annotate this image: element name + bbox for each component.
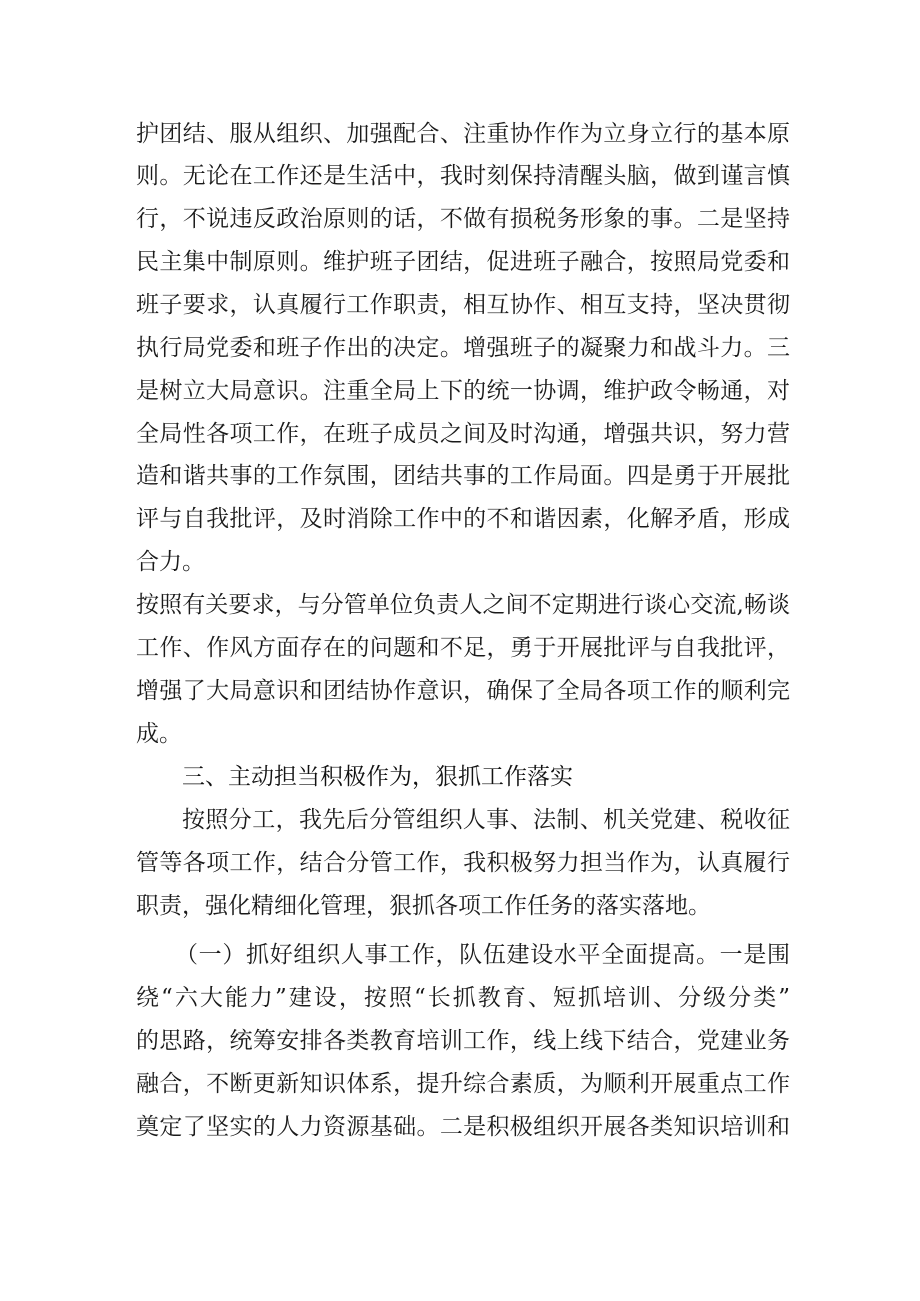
text-line: 班子要求，认真履行工作职责，相互协作、相互支持，坚决贯彻: [136, 292, 790, 318]
text-line: 绕“六大能力”建设，按照“长抓教育、短抓培训、分级分类”: [136, 985, 790, 1011]
text-line: 全局性各项工作，在班子成员之间及时沟通，增强共识，努力营: [136, 421, 790, 447]
text-line: 增强了大局意识和团结协作意识，确保了全局各项工作的顺利完: [136, 678, 790, 704]
text-line: 职责，强化精细化管理，狠抓各项工作任务的落实落地。: [136, 893, 711, 919]
text-line: 按照有关要求，与分管单位负责人之间不定期进行谈心交流,畅谈: [136, 592, 790, 618]
text-line: 的思路，统筹安排各类教育培训工作，线上线下结合，党建业务: [136, 1028, 790, 1054]
text-line: 评与自我批评，及时消除工作中的不和谐因素，化解矛盾，形成: [136, 506, 790, 532]
section-heading: 三、主动担当积极作为，狠抓工作落实: [182, 764, 573, 790]
text-line: 则。无论在工作还是生活中，我时刻保持清醒头脑，做到谨言慎: [136, 163, 790, 189]
text-line: 是树立大局意识。注重全局上下的统一协调，维护政令畅通，对: [136, 378, 790, 404]
text-line: 护团结、服从组织、加强配合、注重协作作为立身立行的基本原: [136, 121, 790, 147]
text-line: 民主集中制原则。维护班子团结，促进班子融合，按照局党委和: [136, 249, 790, 275]
text-line: （一）抓好组织人事工作，队伍建设水平全面提高。一是围: [175, 942, 790, 968]
text-line: 工作、作风方面存在的问题和不足，勇于开展批评与自我批评，: [136, 635, 790, 661]
text-line: 按照分工，我先后分管组织人事、法制、机关党建、税收征: [182, 807, 790, 833]
text-line: 合力。: [136, 549, 205, 575]
text-line: 行，不说违反政治原则的话，不做有损税务形象的事。二是坚持: [136, 206, 790, 232]
text-line: 造和谐共事的工作氛围，团结共事的工作局面。四是勇于开展批: [136, 463, 790, 489]
text-line: 成。: [136, 721, 182, 747]
text-line: 融合，不断更新知识体系，提升综合素质，为顺利开展重点工作: [136, 1071, 790, 1097]
text-line: 奠定了坚实的人力资源基础。二是积极组织开展各类知识培训和: [136, 1114, 790, 1140]
text-line: 执行局党委和班子作出的决定。增强班子的凝聚力和战斗力。三: [136, 335, 790, 361]
text-line: 管等各项工作，结合分管工作，我积极努力担当作为，认真履行: [136, 850, 790, 876]
